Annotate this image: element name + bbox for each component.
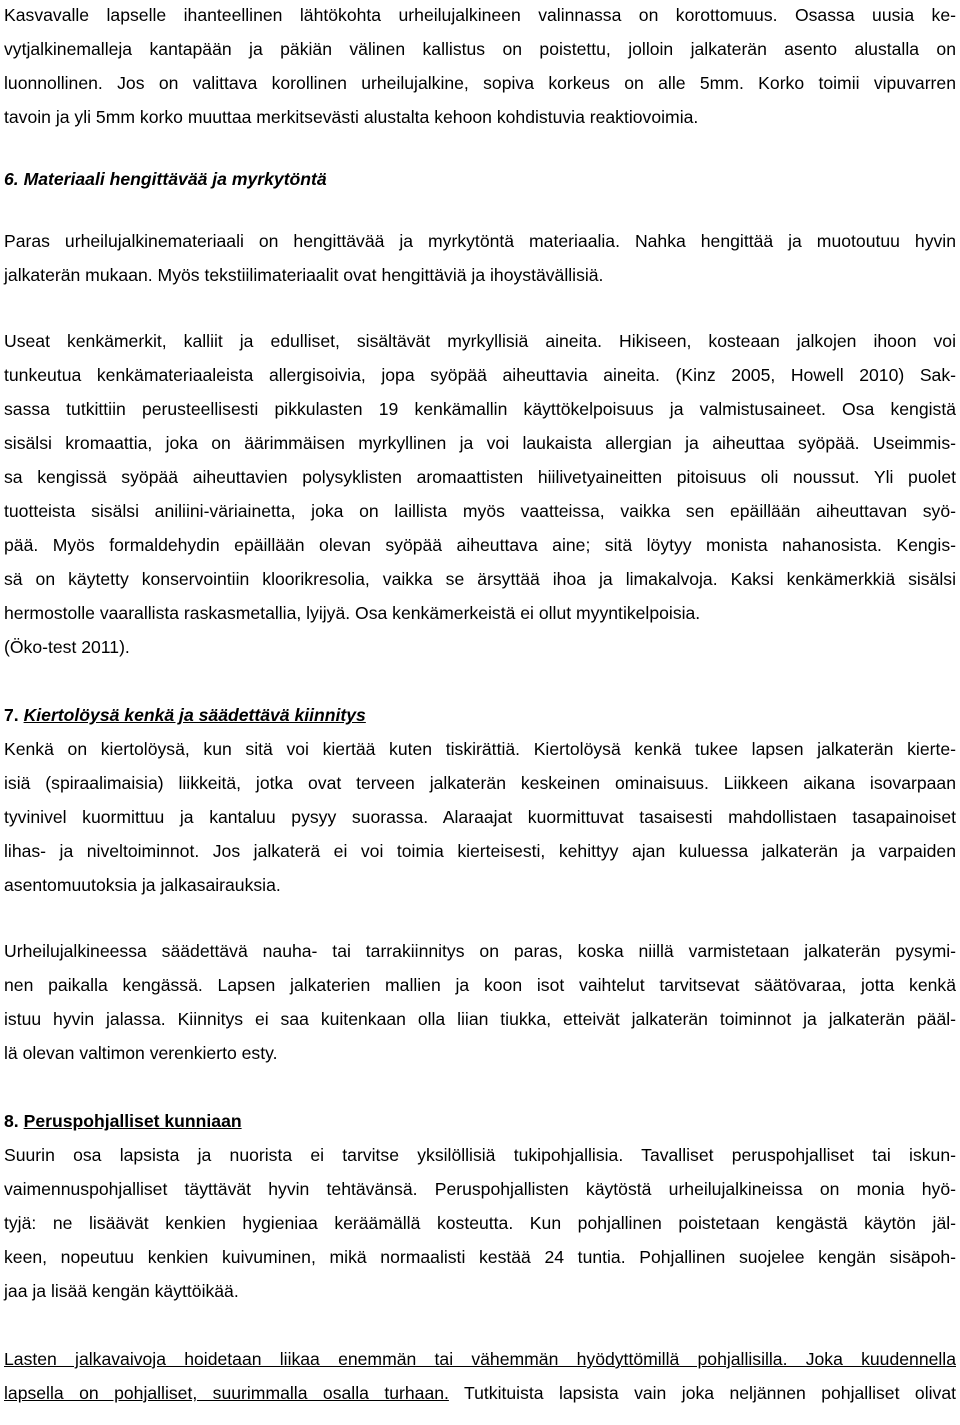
text-line: keen, nopeutuu kenkien kuivuminen, mikä normaalisti kestää 24 tuntia. Pohjallinen suojelee kengän sisäpoh- [4,1247,956,1267]
section-title: Materiaali hengittävää ja myrkytöntä [23,169,327,189]
text-line: istuu hyvin jalassa. Kiinnitys ei saa kuitenkaan olla liian tiukka, etteivät jalkaterän toiminnot ja jalkaterän pääl- [4,1009,956,1029]
underlined-text: lapsella on pohjalliset, suurimmalla osalla turhaan. [4,1383,449,1403]
text-line: tyjä: ne lisäävät kenkien hygieniaa keräämällä kosteutta. Kun pohjallinen poistetaan kengästä käytön jäl- [4,1213,956,1233]
text-line: sa kengissä syöpää aiheuttavien polysyklisten aromaattisten hiilivetyaineitten pitoisuus oli noussut. Yli puolet [4,467,956,487]
text-line: luonnollinen. Jos on valittava korollinen urheilujalkine, sopiva korkeus on alle 5mm. Korko toimii vipuvarren [4,73,956,93]
section-8-paragraph-1 [4,1138,956,1308]
text-line: hermostolle vaarallista raskasmetallia, lyijyä. Osa kenkämerkeistä ei ollut myyntikelpoisia. [4,603,701,623]
text-line: Paras urheilujalkinemateriaali on hengittävää ja myrkytöntä materiaalia. Nahka hengittää ja muotoutuu hyvin [4,231,956,251]
text-line: asentomuutoksia ja jalkasairauksia. [4,875,281,895]
section-number: 8. [4,1111,19,1131]
section-6-paragraph-2 [4,324,956,664]
text-line: Urheilujalkineessa säädettävä nauha- tai tarrakiinnitys on paras, koska niillä varmistetaan jalkaterän pysymi- [4,941,956,961]
section-number: 6. [4,169,19,189]
underlined-text-line: Lasten jalkavaivoja hoidetaan liikaa enemmän tai vähemmän hyödyttömillä pohjallisilla. Joka kuudennella [4,1349,956,1369]
text-line: tyvinivel kuormittuu ja kantaluu pysyy suorassa. Alaraajat kuormittuvat tasaisesti mahdollistaen tasapainoiset [4,807,956,827]
text-line: pää. Myös formaldehydin epäillään olevan syöpää aiheuttava aine; sitä löytyy monista nahanosista. Kengis- [4,535,956,555]
document-page [4,0,956,1410]
section-8-heading [4,1104,956,1138]
text-line: vytjalkinemalleja kantapään ja päkiän välinen kallistus on poistettu, jolloin jalkaterän asento alustalla on [4,39,956,59]
text-line: tunkeutua kenkämateriaaleista allergisoivia, jopa syöpää aiheuttavia aineita. (Kinz 2005, Howell 2010) Sak- [4,365,956,385]
section-7-paragraph-1 [4,732,956,902]
section-8-paragraph-2 [4,1342,956,1410]
text-line: tuotteista sisälsi aniliini-väriainetta, joka on laillista myös vaatteissa, vaikka sen epäillään aiheuttavan syö- [4,501,956,521]
text-line: sisälsi kromaattia, joka on äärimmäisen myrkyllinen ja voi laukaista allergian ja aiheuttaa syöpää. Useimmis- [4,433,956,453]
intro-paragraph [4,0,956,134]
text-line [4,1376,956,1410]
text-span: Tutkituista lapsista vain joka neljännen pohjalliset olivat [448,1383,956,1403]
text-line: Suurin osa lapsista ja nuorista ei tarvitse yksilöllisiä tukipohjallisia. Tavalliset peruspohjalliset tai iskun- [4,1145,956,1165]
section-6-heading [4,162,956,198]
text-line: lihas- ja niveltoiminnot. Jos jalkaterä ei voi toimia kierteisesti, kehittyy ajan kuluessa jalkaterän ja varpaiden [4,841,956,861]
section-7-paragraph-2 [4,934,956,1070]
text-line: sassa tutkittiin perusteellisesti pikkulasten 19 kenkämallin käyttökelpoisuus ja valmistusaineet. Osa kengistä [4,399,956,419]
text-line: vaimennuspohjalliset täyttävät hyvin tehtävänsä. Peruspohjallisten käytöstä urheilujalkineissa on monia hyö- [4,1179,956,1199]
text-line: nen paikalla kengässä. Lapsen jalkaterien mallien ja koon isot vaihtelut tarvitsevat säätövaraa, jotta kenkä [4,975,956,995]
section-7-heading [4,698,956,732]
text-line: Useat kenkämerkit, kalliit ja edulliset, sisältävät myrkyllisiä aineita. Hikiseen, kosteaan jalkojen ihoon voi [4,331,956,351]
section-number: 7. [4,705,19,725]
text-line: jalkaterän mukaan. Myös tekstiilimateriaalit ovat hengittäviä ja ihoystävällisiä. [4,265,604,285]
text-line: sä on käytetty konservointiin kloorikresolia, vaikka se ärsyttää ihoa ja limakalvoja. Kaksi kenkämerkkiä sisälsi [4,569,956,589]
text-line: tavoin ja yli 5mm korko muuttaa merkitsevästi alustalta kehoon kohdistuvia reaktiovoimia. [4,107,699,127]
section-title: Peruspohjalliset kunniaan [23,1111,242,1131]
section-title: Kiertolöysä kenkä ja säädettävä kiinnitys [23,705,366,725]
text-line: jaa ja lisää kengän käyttöikää. [4,1281,239,1301]
text-line: lä olevan valtimon verenkierto esty. [4,1043,278,1063]
text-line: isiä (spiraalimaisia) liikkeitä, jotka ovat terveen jalkaterän keskeinen ominaisuus. Liikkeen aikana isovarpaan [4,773,956,793]
text-line: (Öko-test 2011). [4,637,130,657]
section-6-paragraph-1 [4,224,956,292]
text-line: Kenkä on kiertolöysä, kun sitä voi kiertää kuten tiskirättiä. Kiertolöysä kenkä tukee lapsen jalkaterän kierte- [4,739,956,759]
text-line: Kasvavalle lapselle ihanteellinen lähtökohta urheilujalkineen valinnassa on korottomuus. Osassa uusia ke- [4,5,956,25]
